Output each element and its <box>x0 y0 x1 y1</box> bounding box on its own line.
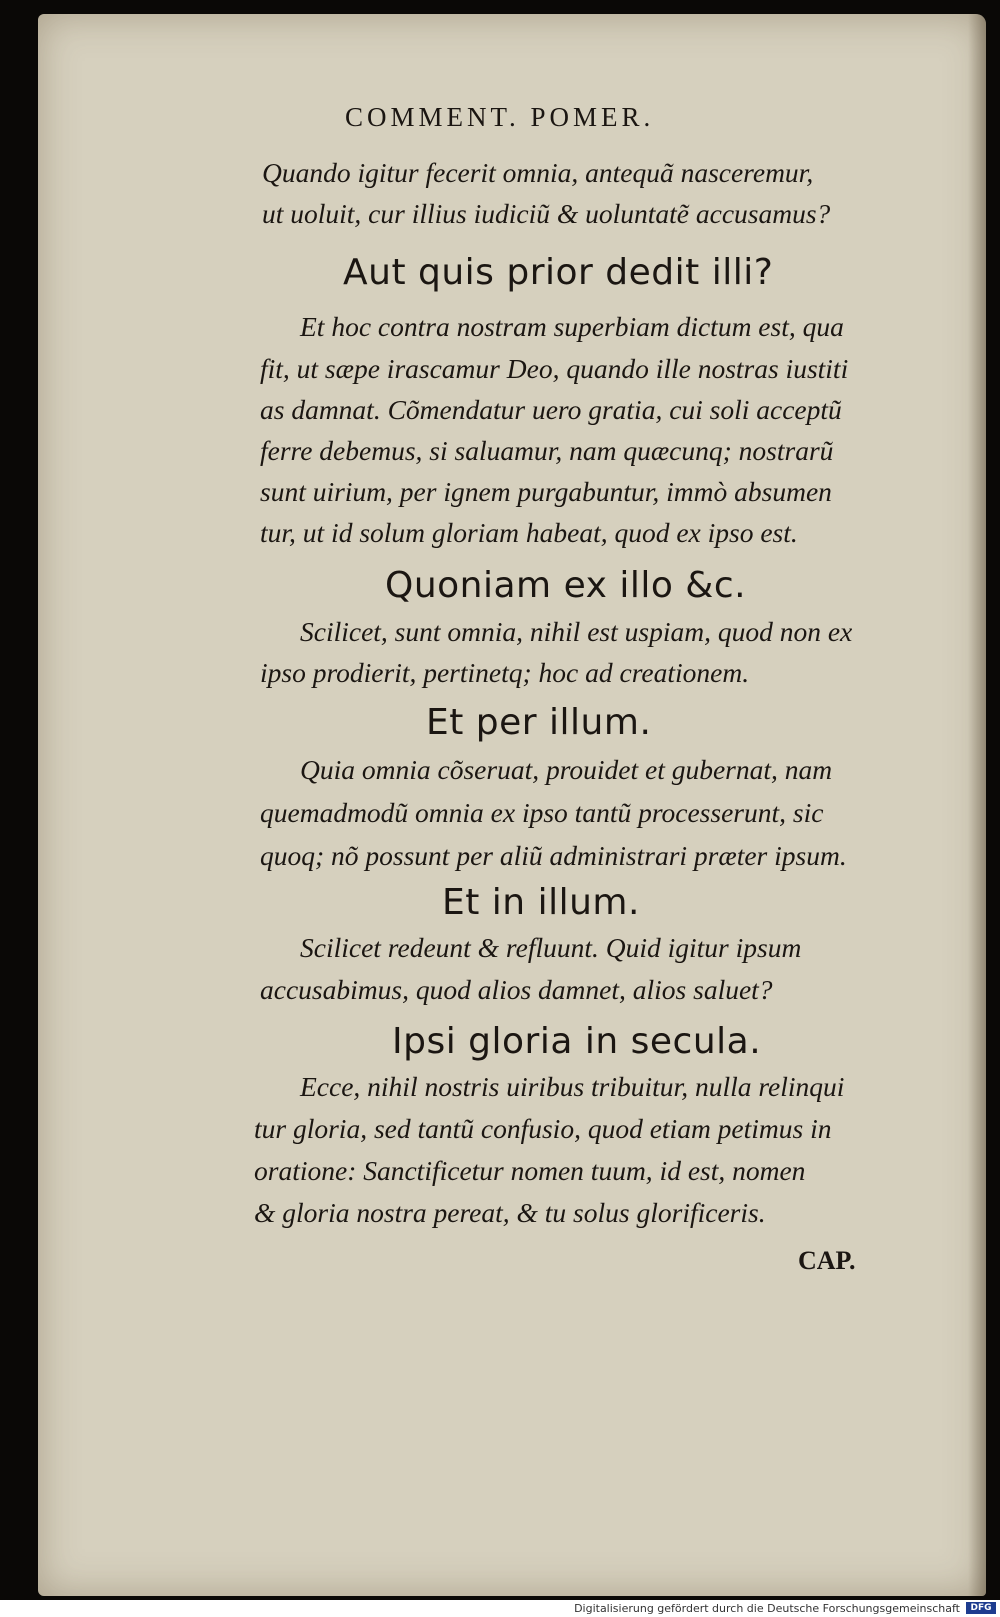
text-line: & gloria nostra pereat, & tu solus glorificeris. <box>254 1197 766 1228</box>
lemma-heading: Et in illum. <box>442 882 640 923</box>
text-line: Quia omnia cõseruat, prouidet et gubernat, nam <box>300 754 833 785</box>
text-line: sunt uirium, per ignem purgabuntur, immò absumen <box>260 476 832 507</box>
text-line: as damnat. Cõmendatur uero gratia, cui soli acceptũ <box>260 394 842 425</box>
text-line: ut uoluit, cur illius iudiciũ & uoluntatẽ accusamus? <box>262 198 831 229</box>
lemma-heading: Et per illum. <box>426 702 652 743</box>
funding-credit: Digitalisierung gefördert durch die Deutsche Forschungsgemeinschaft <box>574 1602 960 1615</box>
text-line: accusabimus, quod alios damnet, alios saluet? <box>260 974 773 1005</box>
lemma-heading: Ipsi gloria in secula. <box>392 1021 762 1062</box>
lemma-heading: Quoniam ex illo &c. <box>385 565 747 606</box>
catchword: CAP. <box>798 1246 856 1275</box>
text-line: quemadmodũ omnia ex ipso tantũ processerunt, sic <box>260 797 824 828</box>
text-line: Ecce, nihil nostris uiribus tribuitur, nulla relinqui <box>300 1071 845 1102</box>
text-line: ipso prodierit, pertinetq; hoc ad creationem. <box>260 657 750 688</box>
text-line: Scilicet redeunt & refluunt. Quid igitur ipsum <box>300 932 802 963</box>
text-line: ferre debemus, si saluamur, nam quæcunq; nostrarũ <box>260 435 834 466</box>
running-head: COMMENT. POMER. <box>345 102 655 132</box>
footer-bar <box>0 1600 1000 1617</box>
text-line: Quando igitur fecerit omnia, antequã nasceremur, <box>262 157 814 188</box>
text-line: Scilicet, sunt omnia, nihil est uspiam, quod non ex <box>300 616 853 647</box>
text-line: tur gloria, sed tantũ confusio, quod etiam petimus in <box>254 1113 832 1144</box>
lemma-heading: Aut quis prior dedit illi? <box>343 252 774 293</box>
text-line: tur, ut id solum gloriam habeat, quod ex ipso est. <box>260 517 798 548</box>
text-line: fit, ut sæpe irascamur Deo, quando ille nostras iustiti <box>260 353 849 384</box>
text-line: Et hoc contra nostram superbiam dictum est, qua <box>300 311 844 342</box>
text-line: oratione: Sanctificetur nomen tuum, id est, nomen <box>254 1155 806 1186</box>
text-line: quoq; nõ possunt per aliũ administrari præter ipsum. <box>260 840 847 871</box>
dfg-logo-icon: DFG <box>966 1602 996 1614</box>
